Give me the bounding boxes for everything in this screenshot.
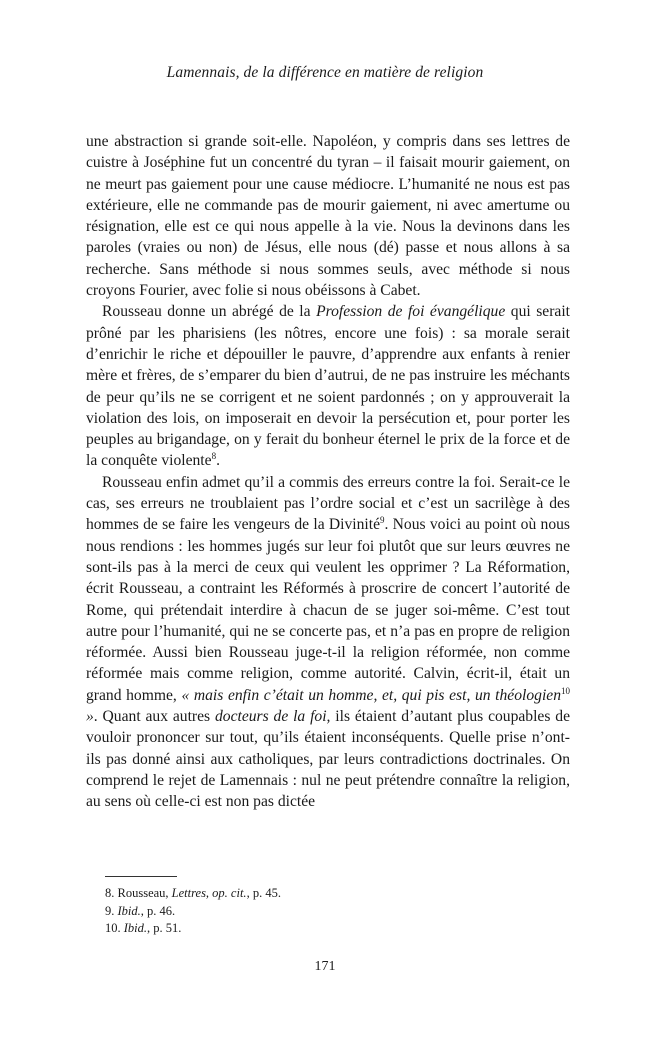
text-run: Rousseau enfin admet qu’il a commis des erreurs contre la foi. Serait-ce le cas, ses erreurs ne troublaient pas l’ordre social et c’est un sacrilège à des hommes de se faire les vengeurs de la Divinité <box>86 473 570 534</box>
emphasis: docteurs de la foi, <box>214 708 331 726</box>
footnote-number: 9. <box>105 903 115 918</box>
body-text <box>86 131 570 813</box>
citation-title: Ibid. <box>117 903 141 918</box>
footnote-ref[interactable]: 8 <box>211 451 217 462</box>
footnote <box>105 885 565 903</box>
text-run: Rousseau, <box>117 886 172 900</box>
paragraph <box>86 472 570 813</box>
text-run: . <box>216 452 220 470</box>
footnote-ref[interactable]: 10 <box>561 685 571 696</box>
paragraph <box>86 301 570 471</box>
text-run: , p. 46. <box>140 903 176 918</box>
text-run: ils étaient d’autant plus coupables de vouloir prononcer sur tout, qu’ils étaient inconséquents. Quelle prise n’ont-ils pas donné ainsi aux catholiques, par leurs contradictions doctrinales. On comprend le rejet de Lamennais : nul ne peut prétendre connaître la religion, au sens où celle-ci est non pas dictée <box>86 708 570 811</box>
text-run: Rousseau donne un abrégé de la <box>102 303 317 321</box>
footnote-number: 10. <box>105 921 121 935</box>
text-run: , p. 45. <box>246 886 281 900</box>
footnote <box>105 903 565 921</box>
text-run: qui serait prôné par les pharisiens (les nôtres, encore une fois) : sa morale serait d’enrichir le riche et dépouiller le pauvre, d’apprendre aux enfants à renier mère et frères, de s’emparer du bien d’autrui, de ne pas instruire les méchants de peur qu’ils ne se corrigent et ne soient pardonnés ; on y approuverait la violation des lois, on imposerait en devoir la persécution et, pour porter les peuples au brigandage, on y ferait du bonheur éternel le prix de la force et de la conquête violente <box>86 303 570 470</box>
paragraph <box>86 131 570 301</box>
citation-title: Ibid. <box>123 921 148 935</box>
quotation: « mais enfin c’était un homme, et, qui pis est, un théologien <box>181 686 562 704</box>
text-run: une abstraction si grande soit-elle. Napoléon, y compris dans ses lettres de cuistre à Joséphine fut un concentré du tyran – il faisait mourir gaiement, on ne meurt pas gaiement pour une cause médiocre. L’humanité ne nous est pas extérieure, elle ne commande pas de mourir gaiement, ni avec amertume ou résignation, elle est ce qui nous appelle à la vie. Nous la devinons dans les paroles (vraies ou non) de Jésus, elle nous (dé) passe et nous allons à sa recherche. Sans méthode si nous sommes seuls, avec méthode si nous croyons Fourier, avec folie si nous obéissons à Cabet. <box>86 133 570 300</box>
quotation-close: » <box>86 708 94 726</box>
page-number: 171 <box>314 959 336 974</box>
footnotes <box>105 885 565 938</box>
text-run: , p. 51. <box>147 921 182 935</box>
text-run: . Nous voici au point où nous nous rendions : les hommes jugés sur leur foi plutôt que sur leurs œuvres ne sont-ils pas à la merci de ceux qui veulent les opprimer ? La Réformation, écrit Rousseau, a contraint les Réformés à proscrire de concert l’autorité de Rome, qui prétendait interdire à chacun de se juger soi-même. C’est tout autre pour l’humanité, qui ne se concerte pas, et n’a pas en propre de religion réformée. Aussi bien Rousseau juge-t-il la religion réformée, non comme réformée mais comme religion, comme autorité. Calvin, écrit-il, était un grand homme, <box>86 516 570 704</box>
footnote-number: 8. <box>105 886 115 900</box>
footnote-ref[interactable]: 9 <box>380 515 385 526</box>
citation-title: Lettres, op. cit. <box>171 886 247 900</box>
book-title: Profession de foi évangélique <box>316 303 506 321</box>
footnote-divider <box>105 876 177 877</box>
text-run: . Quant aux autres <box>93 708 215 726</box>
footnote <box>105 920 565 938</box>
running-head: Lamennais, de la différence en matière de religion <box>166 64 484 81</box>
